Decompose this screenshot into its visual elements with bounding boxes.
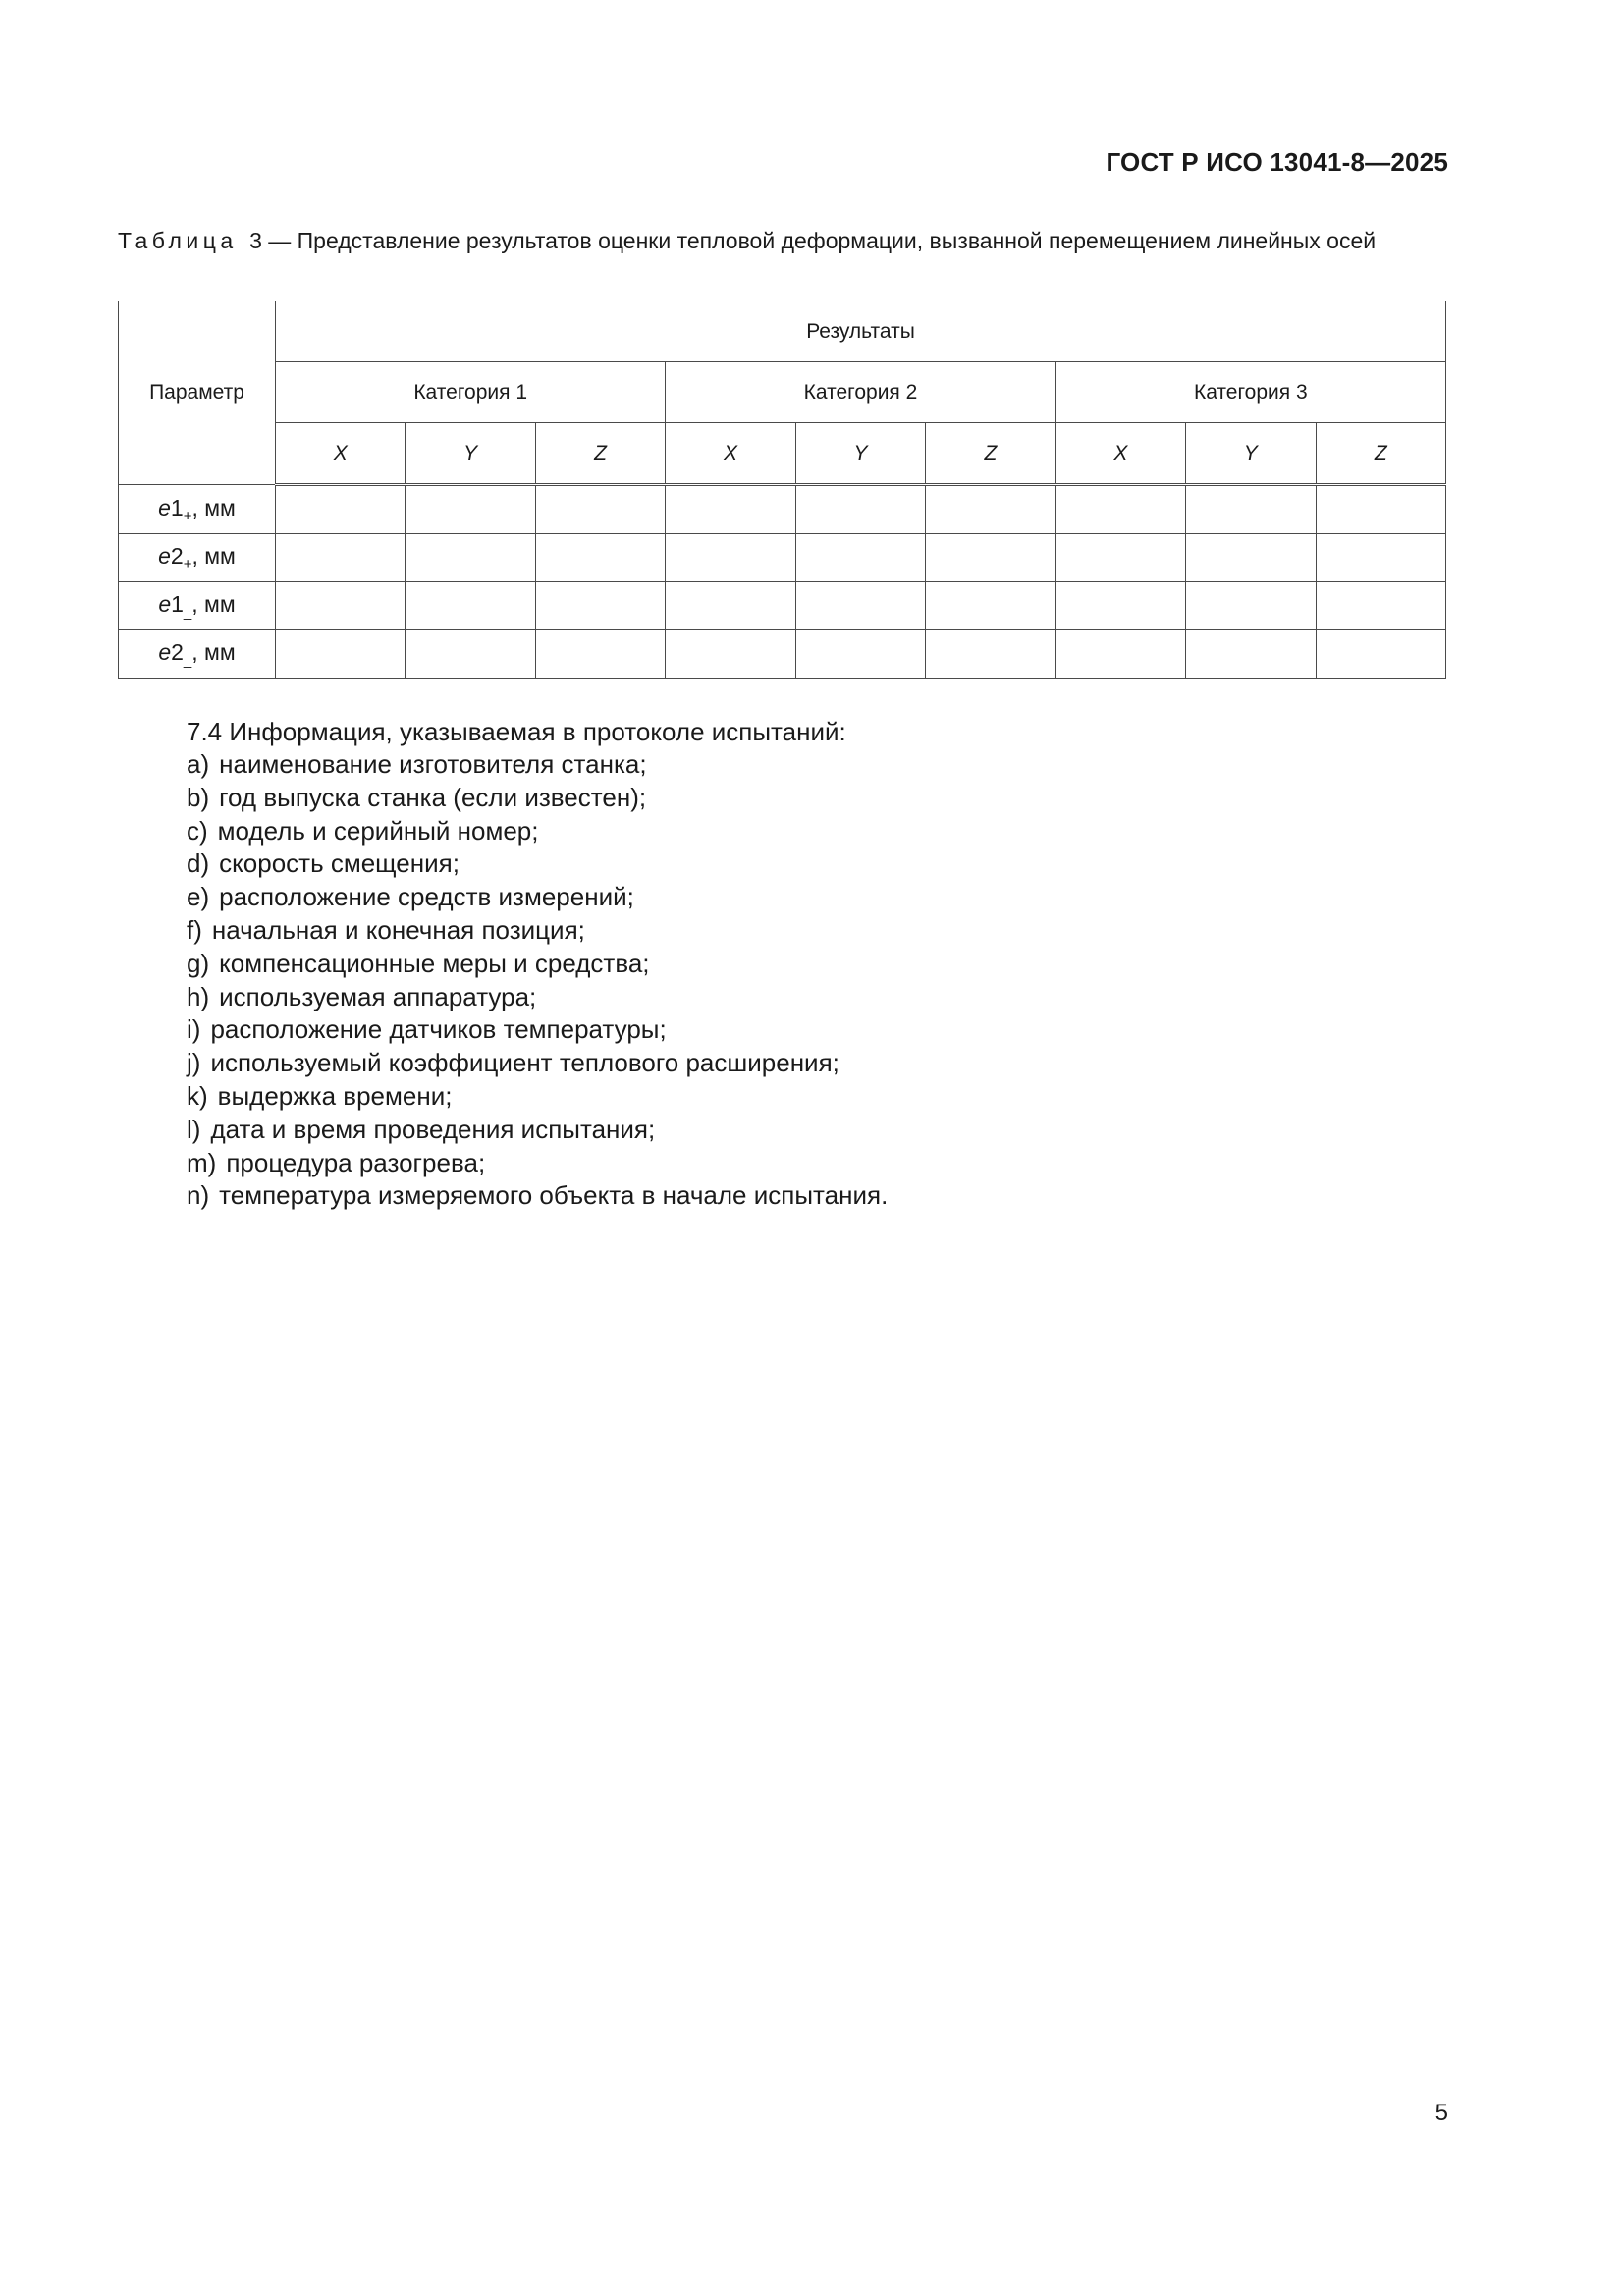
list-item: h) используемая аппаратура; — [187, 981, 537, 1011]
param-cell: $e1_{\_}$, мм — [119, 582, 276, 630]
value-cell — [406, 582, 535, 630]
list-item: a) наименование изготовителя станка; — [187, 749, 647, 779]
value-cell — [406, 485, 535, 534]
document-code: ГОСТ Р ИСО 13041-8—2025 — [1106, 147, 1448, 177]
list-item: c) модель и серийный номер; — [187, 815, 539, 846]
value-cell — [535, 630, 665, 679]
axis-header: Z — [1316, 423, 1446, 485]
value-cell — [1055, 534, 1185, 582]
list-item: j) используемый коэффициент теплового расширения; — [187, 1048, 839, 1078]
value-cell — [1316, 534, 1446, 582]
list-item: b) год выпуска станка (если известен); — [187, 782, 647, 812]
value-cell — [926, 582, 1055, 630]
section-heading: 7.4 Информация, указываемая в протоколе испытаний: — [187, 717, 846, 746]
list-item: m) процедура разогрева; — [187, 1147, 486, 1177]
axis-header: Y — [406, 423, 535, 485]
axis-header: X — [276, 423, 406, 485]
value-cell — [1055, 582, 1185, 630]
value-cell — [1055, 485, 1185, 534]
value-cell — [1316, 630, 1446, 679]
value-cell — [666, 534, 795, 582]
value-cell — [795, 582, 925, 630]
value-cell — [1186, 534, 1316, 582]
value-cell — [666, 582, 795, 630]
value-cell — [535, 534, 665, 582]
value-cell — [1186, 630, 1316, 679]
axis-header: Z — [535, 423, 665, 485]
list-item: f) начальная и конечная позиция; — [187, 914, 585, 945]
param-header: Параметр — [119, 301, 276, 485]
param-cell: $e1_+$, мм — [119, 485, 276, 534]
category-header: Категория 2 — [666, 362, 1055, 423]
table-caption-label: Таблица — [118, 228, 238, 253]
value-cell — [276, 485, 406, 534]
report-info-list — [187, 748, 888, 1213]
value-cell — [276, 630, 406, 679]
param-cell: $e2_+$, мм — [119, 534, 276, 582]
value-cell — [795, 630, 925, 679]
value-cell — [666, 630, 795, 679]
value-cell — [926, 534, 1055, 582]
list-item: n) температура измеряемого объекта в начале испытания. — [187, 1180, 889, 1211]
list-item: d) скорость смещения; — [187, 848, 460, 879]
value-cell — [926, 485, 1055, 534]
list-item: g) компенсационные меры и средства; — [187, 948, 650, 978]
page-number: 5 — [1434, 2100, 1448, 2126]
table-row — [119, 485, 1446, 534]
value-cell — [1316, 582, 1446, 630]
value-cell — [795, 485, 925, 534]
value-cell — [535, 485, 665, 534]
value-cell — [1186, 485, 1316, 534]
table-row — [119, 582, 1446, 630]
axis-header: X — [1055, 423, 1185, 485]
table-caption — [118, 226, 1445, 256]
table-row — [119, 630, 1446, 679]
value-cell — [1316, 485, 1446, 534]
category-header: Категория 1 — [276, 362, 666, 423]
results-header: Результаты — [276, 301, 1446, 362]
list-item: e) расположение средств измерений; — [187, 882, 634, 912]
axis-header: Y — [795, 423, 925, 485]
axis-header: X — [666, 423, 795, 485]
value-cell — [535, 582, 665, 630]
value-cell — [406, 630, 535, 679]
value-cell — [926, 630, 1055, 679]
axis-header: Y — [1186, 423, 1316, 485]
list-item: l) дата и время проведения испытания; — [187, 1114, 656, 1144]
results-table — [118, 301, 1446, 679]
value-cell — [666, 485, 795, 534]
table-row — [119, 534, 1446, 582]
value-cell — [795, 534, 925, 582]
value-cell — [1055, 630, 1185, 679]
axis-header: Z — [926, 423, 1055, 485]
table-caption-text: 3 — Представление результатов оценки тепловой деформации, вызванной перемещением линейных осей — [249, 228, 1377, 253]
value-cell — [406, 534, 535, 582]
category-header: Категория 3 — [1055, 362, 1445, 423]
param-cell: $e2_{\_}$, мм — [119, 630, 276, 679]
list-item: i) расположение датчиков температуры; — [187, 1014, 667, 1045]
list-item: k) выдержка времени; — [187, 1080, 453, 1111]
value-cell — [276, 534, 406, 582]
value-cell — [276, 582, 406, 630]
value-cell — [1186, 582, 1316, 630]
